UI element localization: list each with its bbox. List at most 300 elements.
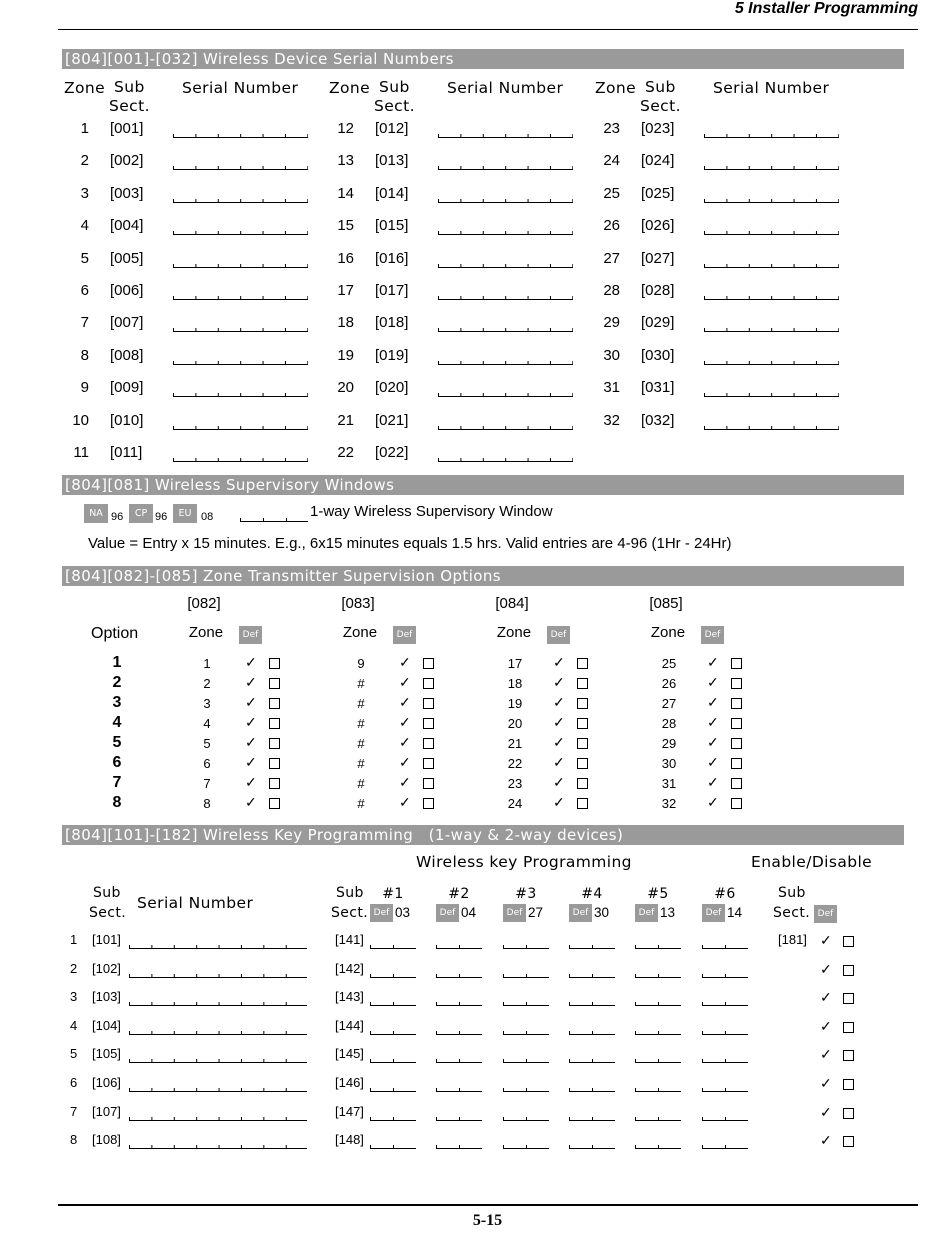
serial-number-field[interactable] bbox=[704, 259, 839, 268]
serial-number-field[interactable] bbox=[173, 388, 308, 397]
column-header-sect: Sect. bbox=[640, 97, 681, 115]
column-header-serial-number: Serial Number bbox=[447, 79, 564, 97]
sub-section-code: [181] bbox=[778, 932, 807, 947]
zone-value: 32 bbox=[661, 796, 677, 811]
check-icon: ✓ bbox=[245, 654, 257, 670]
sub-section-code: [104] bbox=[92, 1017, 121, 1033]
sub-section-code: [142] bbox=[335, 960, 364, 976]
zone-value: 31 bbox=[661, 776, 677, 791]
default-tag: Def bbox=[393, 626, 416, 644]
sub-section-code: [001] bbox=[110, 120, 144, 137]
sub-section-code: [029] bbox=[641, 314, 675, 332]
key-assignment-field[interactable] bbox=[503, 1055, 549, 1063]
serial-number-field[interactable] bbox=[438, 259, 573, 268]
default-region-value: 08 bbox=[201, 511, 214, 523]
option-checkbox[interactable] bbox=[423, 718, 434, 729]
serial-number-field[interactable] bbox=[704, 226, 839, 235]
serial-number-field[interactable] bbox=[173, 421, 308, 430]
section-code-header: [085] bbox=[649, 595, 683, 612]
column-header-serial-number: Serial Number bbox=[137, 894, 254, 912]
zone-number: 23 bbox=[603, 120, 620, 137]
serial-number-field[interactable] bbox=[438, 194, 573, 203]
sub-section-code: [026] bbox=[641, 217, 675, 235]
supervisory-window-label: 1-way Wireless Supervisory Window bbox=[310, 503, 553, 520]
row-number: 2 bbox=[70, 960, 78, 976]
key-assignment-field[interactable] bbox=[635, 941, 681, 949]
sub-section-code: [106] bbox=[92, 1075, 121, 1090]
zone-value: # bbox=[357, 756, 365, 771]
key-assignment-field[interactable] bbox=[503, 998, 549, 1006]
default-region-value: 96 bbox=[155, 511, 168, 523]
check-icon: ✓ bbox=[820, 1132, 832, 1149]
zone-number: 24 bbox=[603, 152, 620, 170]
zone-number: 22 bbox=[337, 444, 354, 461]
key-assignment-field[interactable] bbox=[436, 1113, 482, 1121]
enable-checkbox[interactable] bbox=[843, 1079, 854, 1090]
key-assignment-field[interactable] bbox=[503, 970, 549, 978]
supervisory-window-field[interactable] bbox=[240, 514, 308, 522]
option-checkbox[interactable] bbox=[731, 798, 742, 809]
zone-value: 2 bbox=[203, 676, 211, 691]
check-icon: ✓ bbox=[820, 1103, 832, 1120]
key-assignment-field[interactable] bbox=[569, 1055, 615, 1063]
key-number-header: #4 bbox=[581, 886, 603, 902]
sub-section-code: [147] bbox=[335, 1103, 364, 1119]
check-icon: ✓ bbox=[820, 1017, 832, 1034]
serial-number-field[interactable] bbox=[129, 1140, 307, 1149]
option-checkbox[interactable] bbox=[423, 698, 434, 709]
default-region-badge: CP bbox=[129, 504, 153, 523]
zone-value: 8 bbox=[203, 796, 211, 811]
serial-number-field[interactable] bbox=[438, 453, 573, 462]
row-number: 1 bbox=[70, 932, 78, 947]
serial-number-field[interactable] bbox=[704, 194, 839, 203]
column-header-sub: Sub bbox=[93, 885, 121, 901]
serial-number-field[interactable] bbox=[438, 226, 573, 235]
key-assignment-field[interactable] bbox=[370, 1084, 416, 1092]
key-assignment-field[interactable] bbox=[370, 1113, 416, 1121]
check-icon: ✓ bbox=[245, 674, 257, 690]
option-checkbox[interactable] bbox=[577, 698, 588, 709]
zone-number: 3 bbox=[80, 184, 89, 202]
default-region-badge: EU bbox=[173, 504, 197, 523]
zone-number: 27 bbox=[603, 249, 620, 267]
check-icon: ✓ bbox=[707, 794, 719, 810]
key-default-value: 27 bbox=[528, 905, 544, 920]
sub-section-code: [031] bbox=[641, 379, 675, 397]
option-checkbox[interactable] bbox=[731, 718, 742, 729]
column-header-serial-number: Serial Number bbox=[182, 79, 299, 97]
option-checkbox[interactable] bbox=[577, 738, 588, 749]
sub-section-code: [023] bbox=[641, 120, 675, 137]
enable-checkbox[interactable] bbox=[843, 1108, 854, 1119]
zone-value: 3 bbox=[203, 696, 211, 711]
column-header-zone: Zone bbox=[595, 79, 637, 97]
sub-section-code: [010] bbox=[110, 411, 144, 429]
serial-number-field[interactable] bbox=[129, 1026, 307, 1035]
key-assignment-field[interactable] bbox=[436, 1141, 482, 1149]
key-assignment-field[interactable] bbox=[702, 1055, 748, 1063]
key-default-value: 30 bbox=[594, 905, 610, 920]
enable-checkbox[interactable] bbox=[843, 936, 854, 947]
column-header-sub: Sub bbox=[379, 78, 410, 96]
option-number: 7 bbox=[112, 774, 122, 791]
serial-number-field[interactable] bbox=[438, 356, 573, 365]
serial-number-field[interactable] bbox=[129, 997, 307, 1006]
page-number: 5-15 bbox=[472, 1212, 503, 1229]
zone-number: 28 bbox=[603, 282, 620, 299]
key-assignment-field[interactable] bbox=[569, 1113, 615, 1121]
key-assignment-field[interactable] bbox=[503, 941, 549, 949]
sub-section-code: [018] bbox=[375, 314, 409, 332]
sub-section-code: [032] bbox=[641, 411, 675, 429]
option-checkbox[interactable] bbox=[423, 798, 434, 809]
section-supervisory-title: [804][081] Wireless Supervisory Windows bbox=[62, 475, 904, 495]
key-assignment-field[interactable] bbox=[702, 970, 748, 978]
zone-number: 9 bbox=[80, 379, 89, 397]
enable-checkbox[interactable] bbox=[843, 993, 854, 1004]
sub-section-code: [009] bbox=[110, 379, 144, 397]
serial-number-field[interactable] bbox=[704, 161, 839, 170]
key-assignment-field[interactable] bbox=[436, 1084, 482, 1092]
check-icon: ✓ bbox=[245, 774, 257, 790]
zone-value: 23 bbox=[507, 776, 523, 791]
sub-section-code: [007] bbox=[110, 314, 144, 332]
option-number: 3 bbox=[112, 694, 122, 711]
option-checkbox[interactable] bbox=[423, 738, 434, 749]
serial-number-field[interactable] bbox=[173, 291, 308, 300]
section-code-header: [083] bbox=[341, 595, 375, 612]
footer-rule bbox=[58, 1204, 918, 1206]
zone-value: 27 bbox=[661, 696, 677, 711]
serial-number-field[interactable] bbox=[704, 129, 839, 138]
zone-number: 1 bbox=[80, 120, 89, 137]
key-assignment-field[interactable] bbox=[702, 1084, 748, 1092]
key-number-header: #1 bbox=[382, 886, 404, 902]
option-checkbox[interactable] bbox=[577, 778, 588, 789]
check-icon: ✓ bbox=[399, 694, 411, 710]
enable-checkbox[interactable] bbox=[843, 1050, 854, 1061]
column-header-serial-number: Serial Number bbox=[713, 79, 830, 97]
zone-number: 16 bbox=[337, 249, 354, 267]
key-assignment-field[interactable] bbox=[370, 1141, 416, 1149]
serial-number-field[interactable] bbox=[704, 323, 839, 332]
key-assignment-field[interactable] bbox=[569, 941, 615, 949]
check-icon: ✓ bbox=[707, 754, 719, 770]
zone-number: 13 bbox=[337, 152, 354, 170]
sub-section-code: [022] bbox=[375, 444, 409, 461]
option-checkbox[interactable] bbox=[423, 678, 434, 689]
sub-section-code: [012] bbox=[375, 120, 409, 137]
sub-section-code: [028] bbox=[641, 282, 675, 299]
serial-number-field[interactable] bbox=[129, 1083, 307, 1092]
zone-number: 14 bbox=[337, 184, 354, 202]
column-header-sect: Sect. bbox=[331, 905, 369, 921]
serial-number-field[interactable] bbox=[704, 388, 839, 397]
zone-number: 32 bbox=[603, 411, 620, 429]
row-number: 4 bbox=[70, 1017, 78, 1033]
page-header-title: 5 Installer Programming bbox=[734, 0, 918, 17]
zone-value: # bbox=[357, 696, 365, 711]
sub-section-code: [013] bbox=[375, 152, 409, 170]
option-checkbox[interactable] bbox=[731, 778, 742, 789]
zone-number: 7 bbox=[80, 314, 89, 332]
column-header-sub: Sub bbox=[778, 885, 806, 901]
check-icon: ✓ bbox=[245, 754, 257, 770]
serial-number-field[interactable] bbox=[173, 161, 308, 170]
option-checkbox[interactable] bbox=[423, 778, 434, 789]
zone-number: 15 bbox=[337, 217, 354, 235]
check-icon: ✓ bbox=[553, 654, 565, 670]
serial-number-field[interactable] bbox=[173, 129, 308, 138]
check-icon: ✓ bbox=[399, 734, 411, 750]
zone-value: 18 bbox=[507, 676, 523, 691]
row-number: 8 bbox=[70, 1132, 78, 1148]
option-checkbox[interactable] bbox=[269, 718, 280, 729]
key-assignment-field[interactable] bbox=[503, 1113, 549, 1121]
option-checkbox[interactable] bbox=[269, 778, 280, 789]
check-icon: ✓ bbox=[399, 754, 411, 770]
key-assignment-field[interactable] bbox=[702, 998, 748, 1006]
serial-number-field[interactable] bbox=[438, 323, 573, 332]
zone-value: 5 bbox=[203, 736, 211, 751]
column-header-zone: Zone bbox=[64, 79, 106, 97]
check-icon: ✓ bbox=[707, 734, 719, 750]
serial-number-field[interactable] bbox=[173, 259, 308, 268]
sub-section-code: [102] bbox=[92, 960, 121, 976]
option-checkbox[interactable] bbox=[731, 698, 742, 709]
option-number: 8 bbox=[112, 794, 122, 811]
zone-value: 7 bbox=[203, 776, 211, 791]
zone-column-header: Zone bbox=[342, 624, 378, 641]
option-checkbox[interactable] bbox=[269, 738, 280, 749]
option-checkbox[interactable] bbox=[577, 798, 588, 809]
default-tag: Def bbox=[370, 904, 393, 922]
key-assignment-field[interactable] bbox=[436, 941, 482, 949]
zone-number: 31 bbox=[603, 379, 620, 397]
option-checkbox[interactable] bbox=[269, 758, 280, 769]
zone-number: 8 bbox=[80, 346, 89, 364]
key-assignment-field[interactable] bbox=[436, 998, 482, 1006]
zone-number: 5 bbox=[80, 249, 89, 267]
serial-number-field[interactable] bbox=[129, 969, 307, 978]
zone-value: 9 bbox=[357, 656, 365, 671]
serial-number-field[interactable] bbox=[438, 161, 573, 170]
check-icon: ✓ bbox=[399, 774, 411, 790]
zone-value: 6 bbox=[203, 756, 211, 771]
enable-checkbox[interactable] bbox=[843, 965, 854, 976]
zone-value: 20 bbox=[507, 716, 523, 731]
check-icon: ✓ bbox=[245, 794, 257, 810]
key-assignment-field[interactable] bbox=[569, 998, 615, 1006]
serial-number-field[interactable] bbox=[704, 421, 839, 430]
default-tag: Def bbox=[547, 626, 570, 644]
key-assignment-field[interactable] bbox=[370, 1055, 416, 1063]
default-tag: Def bbox=[239, 626, 262, 644]
key-assignment-field[interactable] bbox=[702, 941, 748, 949]
key-assignment-field[interactable] bbox=[569, 1084, 615, 1092]
zone-value: 21 bbox=[507, 736, 523, 751]
zone-column-header: Zone bbox=[188, 624, 224, 641]
key-assignment-field[interactable] bbox=[569, 1141, 615, 1149]
sub-section-code: [103] bbox=[92, 989, 121, 1005]
key-assignment-field[interactable] bbox=[370, 941, 416, 949]
option-checkbox[interactable] bbox=[577, 678, 588, 689]
option-number: 5 bbox=[112, 734, 122, 751]
key-default-value: 04 bbox=[461, 905, 477, 920]
check-icon: ✓ bbox=[820, 989, 832, 1006]
key-assignment-field[interactable] bbox=[702, 1113, 748, 1121]
option-checkbox[interactable] bbox=[731, 738, 742, 749]
check-icon: ✓ bbox=[820, 1075, 832, 1091]
serial-number-field[interactable] bbox=[129, 1054, 307, 1063]
serial-number-field[interactable] bbox=[704, 291, 839, 300]
column-header-sub: Sub bbox=[645, 78, 676, 96]
sub-section-code: [021] bbox=[375, 411, 409, 429]
zone-value: 25 bbox=[661, 656, 677, 671]
check-icon: ✓ bbox=[553, 794, 565, 810]
serial-number-field[interactable] bbox=[173, 226, 308, 235]
check-icon: ✓ bbox=[707, 674, 719, 690]
option-checkbox[interactable] bbox=[731, 678, 742, 689]
option-checkbox[interactable] bbox=[577, 758, 588, 769]
key-assignment-field[interactable] bbox=[702, 1027, 748, 1035]
sub-section-code: [145] bbox=[335, 1046, 364, 1062]
option-checkbox[interactable] bbox=[731, 658, 742, 669]
serial-number-field[interactable] bbox=[129, 940, 307, 949]
sub-section-code: [030] bbox=[641, 346, 675, 364]
row-number: 7 bbox=[70, 1103, 78, 1119]
column-header-sect: Sect. bbox=[89, 905, 127, 921]
column-header-zone: Zone bbox=[329, 79, 371, 97]
default-tag: Def bbox=[701, 626, 724, 644]
zone-number: 30 bbox=[603, 346, 620, 364]
check-icon: ✓ bbox=[820, 960, 832, 977]
key-assignment-field[interactable] bbox=[370, 998, 416, 1006]
check-icon: ✓ bbox=[553, 774, 565, 790]
key-default-value: 03 bbox=[395, 905, 411, 920]
key-assignment-field[interactable] bbox=[503, 1027, 549, 1035]
section-code-header: [082] bbox=[187, 595, 221, 612]
key-number-header: #3 bbox=[515, 886, 537, 902]
enable-disable-title: Enable/Disable bbox=[751, 853, 873, 871]
sub-section-code: [101] bbox=[92, 932, 121, 947]
serial-number-field[interactable] bbox=[173, 323, 308, 332]
serial-number-field[interactable] bbox=[704, 356, 839, 365]
option-checkbox[interactable] bbox=[269, 678, 280, 689]
option-checkbox[interactable] bbox=[423, 658, 434, 669]
default-tag: Def bbox=[814, 905, 837, 923]
check-icon: ✓ bbox=[245, 694, 257, 710]
key-assignment-field[interactable] bbox=[569, 970, 615, 978]
key-assignment-field[interactable] bbox=[370, 970, 416, 978]
sub-section-code: [144] bbox=[335, 1017, 364, 1033]
key-assignment-field[interactable] bbox=[635, 970, 681, 978]
serial-number-field[interactable] bbox=[173, 453, 308, 462]
serial-number-field[interactable] bbox=[173, 194, 308, 203]
option-checkbox[interactable] bbox=[577, 718, 588, 729]
enable-checkbox[interactable] bbox=[843, 1136, 854, 1147]
check-icon: ✓ bbox=[553, 674, 565, 690]
zone-value: 29 bbox=[661, 736, 677, 751]
option-number: 1 bbox=[112, 654, 122, 671]
option-checkbox[interactable] bbox=[731, 758, 742, 769]
key-assignment-field[interactable] bbox=[635, 1113, 681, 1121]
sub-section-code: [146] bbox=[335, 1075, 364, 1090]
key-assignment-field[interactable] bbox=[436, 970, 482, 978]
zone-column-header: Zone bbox=[496, 624, 532, 641]
key-assignment-field[interactable] bbox=[503, 1084, 549, 1092]
supervisory-window-note: Value = Entry x 15 minutes. E.g., 6x15 minutes equals 1.5 hrs. Valid entries are 4-96 (1Hr - 24Hr) bbox=[88, 535, 732, 552]
zone-value: 1 bbox=[203, 656, 211, 671]
default-tag: Def bbox=[702, 904, 725, 922]
zone-number: 11 bbox=[73, 444, 89, 461]
key-assignment-field[interactable] bbox=[635, 1055, 681, 1063]
sub-section-code: [003] bbox=[110, 184, 144, 202]
zone-number: 12 bbox=[337, 120, 354, 137]
check-icon: ✓ bbox=[399, 794, 411, 810]
sub-section-code: [011] bbox=[110, 444, 143, 461]
column-header-sub: Sub bbox=[336, 885, 364, 901]
zone-number: 19 bbox=[337, 346, 354, 364]
key-assignment-field[interactable] bbox=[635, 1027, 681, 1035]
option-checkbox[interactable] bbox=[423, 758, 434, 769]
option-number: 2 bbox=[112, 674, 122, 691]
key-assignment-field[interactable] bbox=[569, 1027, 615, 1035]
key-default-value: 14 bbox=[727, 905, 743, 920]
zone-value: # bbox=[357, 776, 365, 791]
sub-section-code: [025] bbox=[641, 184, 675, 202]
key-assignment-field[interactable] bbox=[503, 1141, 549, 1149]
key-assignment-field[interactable] bbox=[635, 998, 681, 1006]
serial-number-field[interactable] bbox=[129, 1112, 307, 1121]
key-assignment-field[interactable] bbox=[370, 1027, 416, 1035]
key-assignment-field[interactable] bbox=[702, 1141, 748, 1149]
option-number: 4 bbox=[112, 714, 122, 731]
zone-value: 24 bbox=[507, 796, 523, 811]
check-icon: ✓ bbox=[245, 734, 257, 750]
wireless-key-subtitle: Wireless key Programming bbox=[416, 853, 632, 871]
key-assignment-field[interactable] bbox=[436, 1055, 482, 1063]
serial-number-field[interactable] bbox=[438, 129, 573, 138]
zone-number: 20 bbox=[337, 379, 354, 397]
column-header-sub: Sub bbox=[114, 78, 145, 96]
zone-value: 22 bbox=[507, 756, 523, 771]
key-assignment-field[interactable] bbox=[635, 1141, 681, 1149]
zone-value: # bbox=[357, 716, 365, 731]
header-rule bbox=[58, 29, 918, 30]
check-icon: ✓ bbox=[820, 1046, 832, 1063]
column-header-sect: Sect. bbox=[773, 905, 811, 921]
serial-number-field[interactable] bbox=[438, 388, 573, 397]
option-checkbox[interactable] bbox=[269, 798, 280, 809]
zone-number: 10 bbox=[72, 411, 89, 429]
key-assignment-field[interactable] bbox=[635, 1084, 681, 1092]
option-checkbox[interactable] bbox=[269, 658, 280, 669]
enable-checkbox[interactable] bbox=[843, 1022, 854, 1033]
serial-number-field[interactable] bbox=[173, 356, 308, 365]
check-icon: ✓ bbox=[707, 694, 719, 710]
option-checkbox[interactable] bbox=[577, 658, 588, 669]
serial-number-field[interactable] bbox=[438, 291, 573, 300]
key-assignment-field[interactable] bbox=[436, 1027, 482, 1035]
option-checkbox[interactable] bbox=[269, 698, 280, 709]
serial-number-field[interactable] bbox=[438, 421, 573, 430]
sub-section-code: [020] bbox=[375, 379, 409, 397]
zone-value: 28 bbox=[661, 716, 677, 731]
check-icon: ✓ bbox=[399, 654, 411, 670]
key-number-header: #2 bbox=[448, 886, 470, 902]
